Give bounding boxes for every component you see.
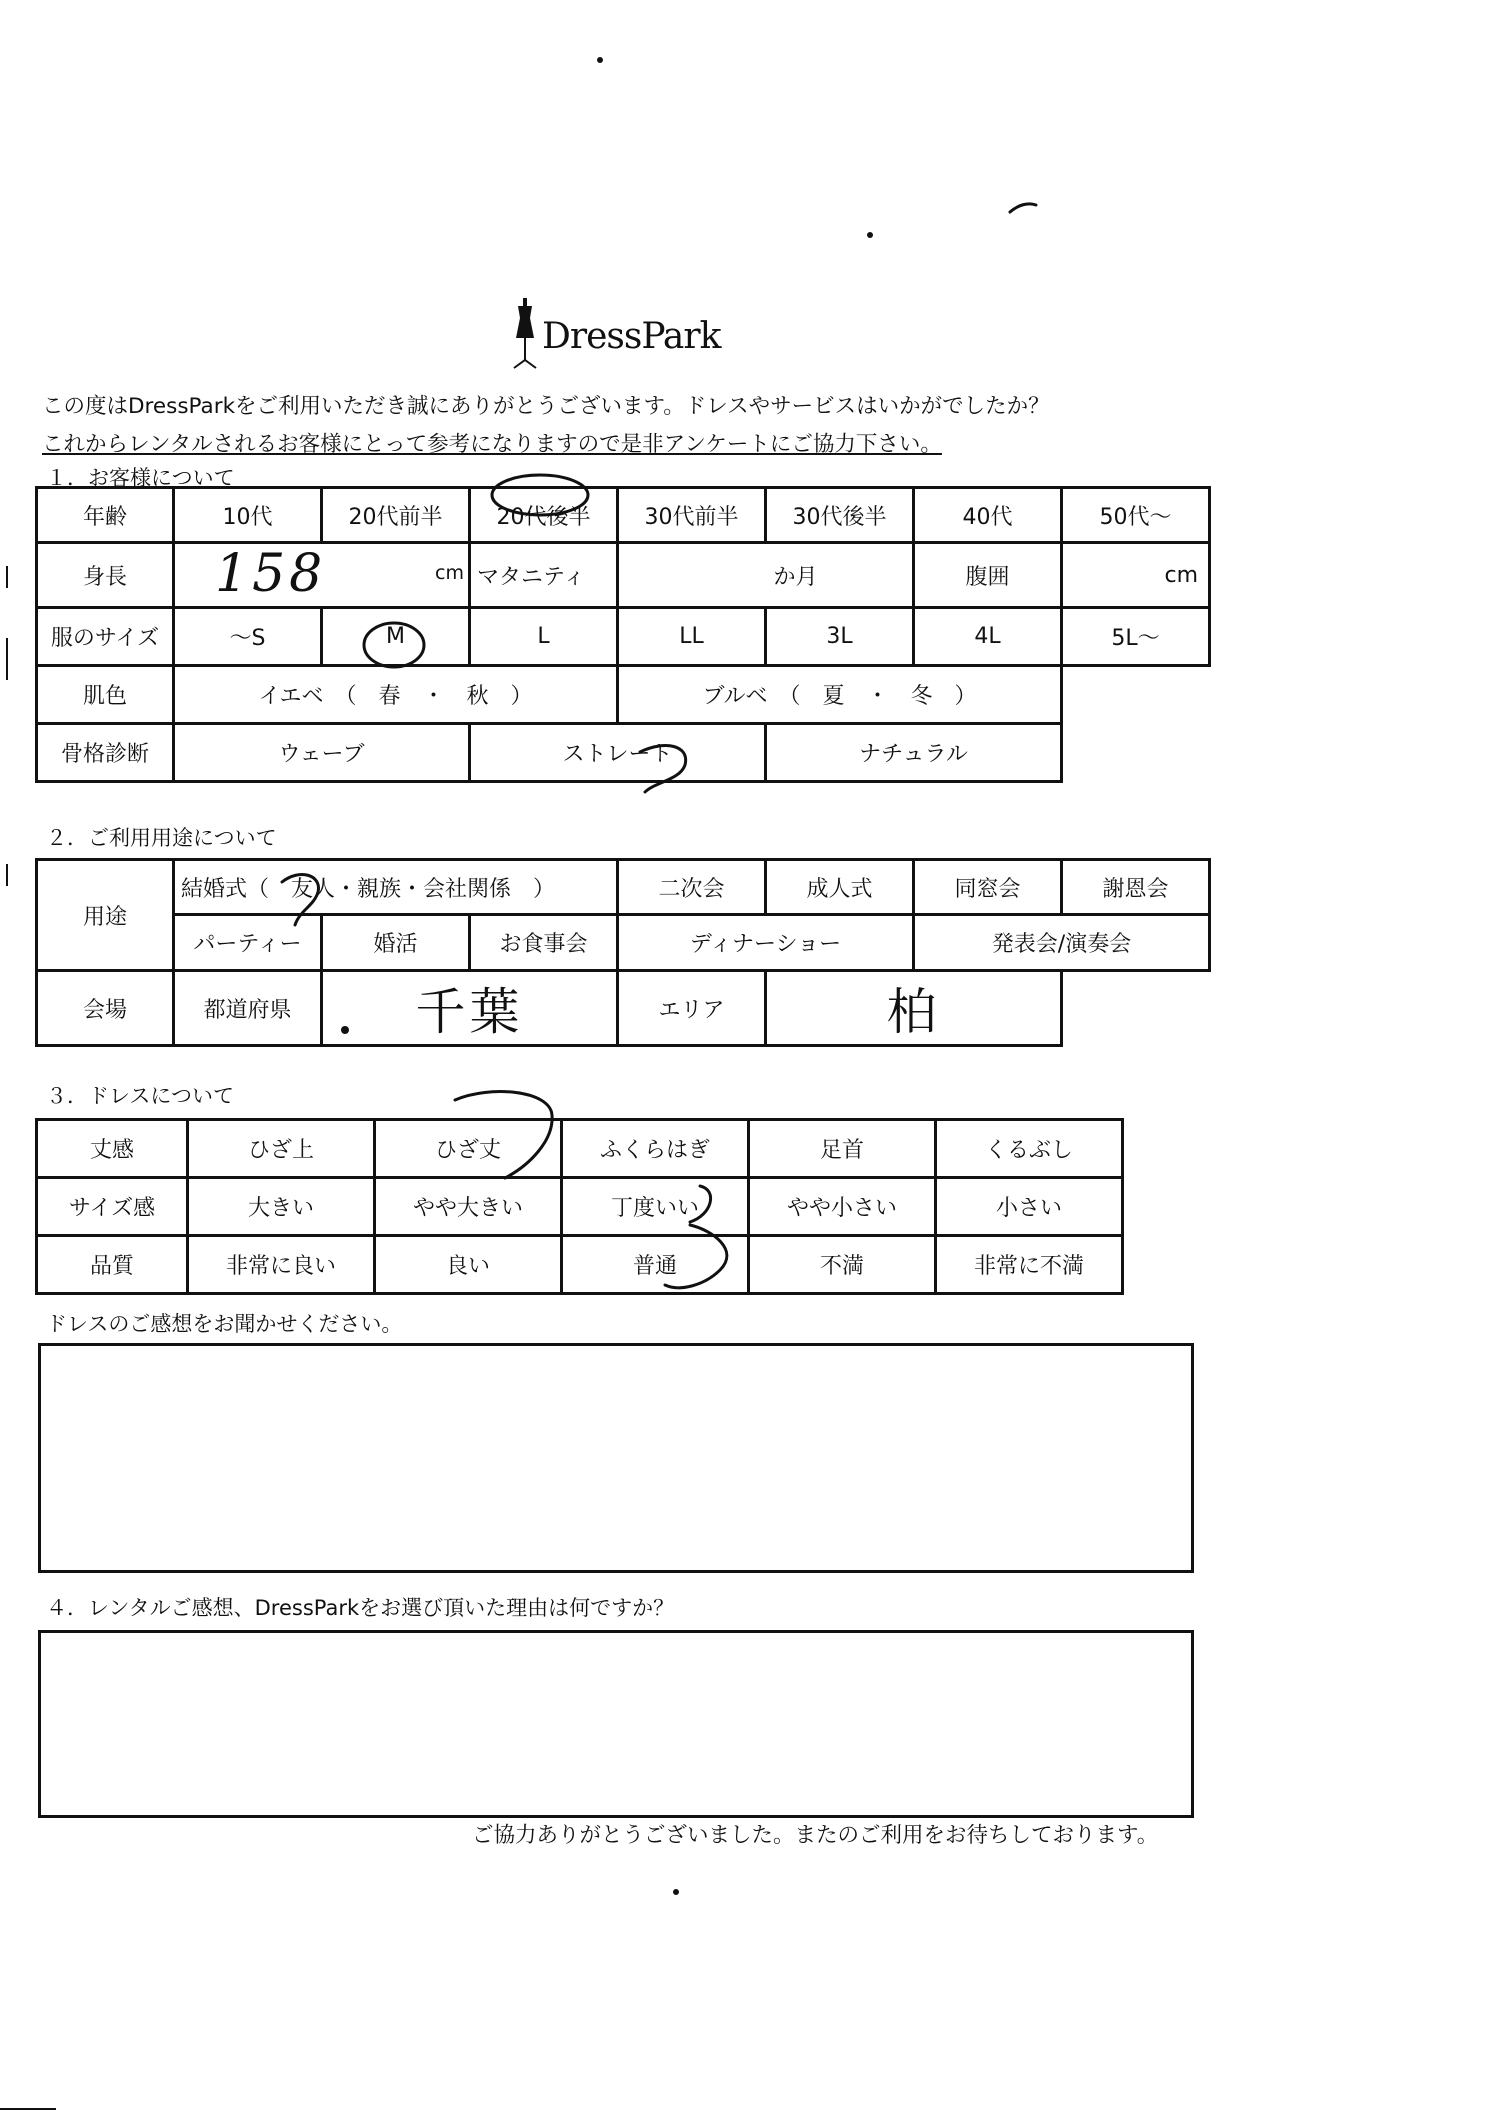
usage-row-2: [37, 915, 1210, 971]
purpose-option[interactable]: 謝恩会: [1062, 860, 1210, 915]
usage-row-1: [37, 860, 1210, 915]
customer-table: [35, 486, 1211, 783]
brand-name: DressPark: [542, 316, 721, 357]
quality-row: [37, 1236, 1123, 1294]
fit-option[interactable]: 大きい: [188, 1178, 375, 1236]
venue-row: [37, 971, 1210, 1046]
quality-option[interactable]: 非常に不満: [936, 1236, 1123, 1294]
fit-row: [37, 1178, 1123, 1236]
height-unit: cm: [435, 562, 464, 584]
length-label: 丈感: [37, 1120, 188, 1178]
scan-edge-mark: [6, 566, 8, 588]
age-option[interactable]: 30代後半: [766, 488, 914, 543]
section3-title: ３．ドレスについて: [46, 1084, 234, 1108]
length-row: [37, 1120, 1123, 1178]
size-option[interactable]: L: [470, 608, 618, 666]
length-option[interactable]: くるぶし: [936, 1120, 1123, 1178]
section1-title: １．お客様について: [46, 466, 235, 490]
prefecture-label: 都道府県: [174, 971, 322, 1046]
dress-comment-box[interactable]: [38, 1343, 1194, 1573]
venue-label: 会場: [37, 971, 174, 1046]
fit-option[interactable]: やや小さい: [749, 1178, 936, 1236]
rental-comment-box[interactable]: [38, 1630, 1194, 1818]
intro-line-2: これからレンタルされるお客様にとって参考になりますので是非アンケートにご協力下さい。: [42, 432, 942, 457]
intro-text: [42, 388, 1050, 464]
height-label: 身長: [37, 543, 174, 608]
age-row: [37, 488, 1210, 543]
skeleton-label: 骨格診断: [37, 724, 174, 782]
area-value: 柏: [886, 983, 941, 1041]
size-row: [37, 608, 1210, 666]
footer-thanks: ご協力ありがとうございました。またのご利用をお待ちしております。: [472, 1823, 1159, 1848]
size-option[interactable]: ～S: [174, 608, 322, 666]
section4-title: ４．レンタルご感想、DressParkをお選び頂いた理由は何ですか？: [46, 1596, 675, 1620]
quality-option[interactable]: 良い: [375, 1236, 562, 1294]
fit-option[interactable]: やや大きい: [375, 1178, 562, 1236]
skin-row: [37, 666, 1210, 724]
length-option[interactable]: 足首: [749, 1120, 936, 1178]
area-field[interactable]: [766, 971, 1062, 1046]
brand-logo: [510, 298, 750, 388]
purpose-option[interactable]: 成人式: [766, 860, 914, 915]
height-field[interactable]: [174, 543, 470, 608]
prefecture-value: 千葉: [415, 983, 524, 1041]
scan-speck: [673, 1889, 679, 1895]
purpose-option[interactable]: お食事会: [470, 915, 618, 971]
waist-unit: cm: [1164, 562, 1198, 588]
fit-option[interactable]: 小さい: [936, 1178, 1123, 1236]
size-label: 服のサイズ: [37, 608, 174, 666]
age-option[interactable]: 20代前半: [322, 488, 470, 543]
waist-field[interactable]: [1062, 543, 1210, 608]
skeleton-row: [37, 724, 1210, 782]
dress-form-icon: [510, 298, 540, 378]
size-option-selected[interactable]: M: [322, 608, 470, 666]
scan-edge-mark: [6, 864, 8, 886]
age-option[interactable]: 10代: [174, 488, 322, 543]
age-option[interactable]: 40代: [914, 488, 1062, 543]
purpose-option[interactable]: 婚活: [322, 915, 470, 971]
usage-table: [35, 858, 1211, 1047]
size-option[interactable]: LL: [618, 608, 766, 666]
intro-line-1: この度はDressParkをご利用いただき誠にありがとうございます。ドレスやサービスはいかがでしたか？: [42, 394, 1050, 419]
waist-label: 腹囲: [914, 543, 1062, 608]
size-option[interactable]: 3L: [766, 608, 914, 666]
quality-option-selected[interactable]: 普通: [562, 1236, 749, 1294]
prefecture-field[interactable]: [322, 971, 618, 1046]
quality-label: 品質: [37, 1236, 188, 1294]
dress-comment-prompt: ドレスのご感想をお聞かせください。: [46, 1312, 403, 1336]
skeleton-option[interactable]: ウェーブ: [174, 724, 470, 782]
purpose-option[interactable]: パーティー: [174, 915, 322, 971]
length-option[interactable]: ふくらはぎ: [562, 1120, 749, 1178]
size-option[interactable]: 5L～: [1062, 608, 1210, 666]
wedding-option[interactable]: 結婚式（ 友人・親族・会社関係 ）: [174, 860, 618, 915]
skin-yellow-option[interactable]: イエベ （ 春 ・ 秋 ）: [174, 666, 618, 724]
purpose-option[interactable]: 発表会/演奏会: [914, 915, 1210, 971]
purpose-option[interactable]: 同窓会: [914, 860, 1062, 915]
quality-option[interactable]: 不満: [749, 1236, 936, 1294]
scan-edge-mark: [6, 638, 8, 680]
scan-edge-mark: [0, 2108, 56, 2110]
area-label: エリア: [618, 971, 766, 1046]
purpose-option[interactable]: 二次会: [618, 860, 766, 915]
skeleton-option-selected[interactable]: ストレート: [470, 724, 766, 782]
age-option[interactable]: 30代前半: [618, 488, 766, 543]
scan-speck: [867, 232, 873, 238]
dress-table: [35, 1118, 1124, 1295]
skeleton-option[interactable]: ナチュラル: [766, 724, 1062, 782]
age-label: 年齢: [37, 488, 174, 543]
height-value: 158: [215, 544, 327, 604]
scan-speck: [597, 57, 603, 63]
height-row: [37, 543, 1210, 608]
fit-label: サイズ感: [37, 1178, 188, 1236]
section2-title: ２．ご利用用途について: [46, 826, 277, 850]
months-unit: か月: [773, 564, 818, 590]
age-option[interactable]: 50代～: [1062, 488, 1210, 543]
skin-label: 肌色: [37, 666, 174, 724]
age-option-selected[interactable]: 20代後半: [470, 488, 618, 543]
length-option[interactable]: ひざ上: [188, 1120, 375, 1178]
length-option-selected[interactable]: ひざ丈: [375, 1120, 562, 1178]
maternity-label: マタニティ: [470, 543, 618, 608]
skin-blue-option[interactable]: ブルベ （ 夏 ・ 冬 ）: [618, 666, 1062, 724]
maternity-months-field[interactable]: [618, 543, 914, 608]
purpose-label: 用途: [37, 860, 174, 971]
purpose-option[interactable]: ディナーショー: [618, 915, 914, 971]
size-option[interactable]: 4L: [914, 608, 1062, 666]
fit-option-selected[interactable]: 丁度いい: [562, 1178, 749, 1236]
scan-speck-mark: [1010, 204, 1036, 212]
quality-option[interactable]: 非常に良い: [188, 1236, 375, 1294]
